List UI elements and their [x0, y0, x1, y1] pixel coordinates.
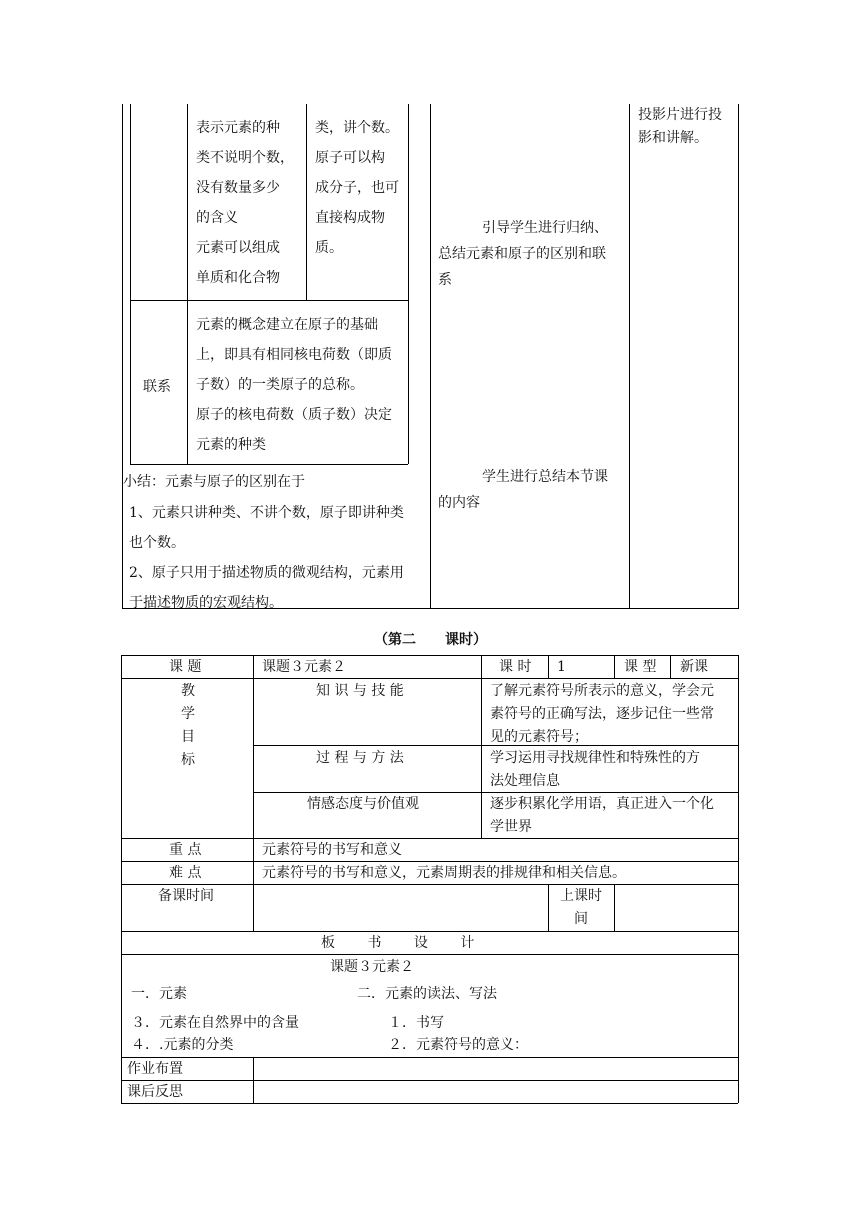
hours-value: 1: [557, 659, 566, 675]
type-label: 课 型: [624, 659, 657, 675]
element-difference-text: 表示元素的种 类不说明个数， 没有数量多少 的含义 元素可以组成 单质和化合物: [196, 120, 294, 286]
board-title: 课题３元素２: [330, 959, 414, 975]
link-text: 元素的概念建立在原子的基础 上，即具有相同核电荷数（即质 子数）的一类原子的总称。 原子的核电荷数（质子数）决定 元素的种类: [196, 317, 392, 453]
topic-value: 课题３元素２: [262, 659, 346, 675]
lesson-heading-part1: （第二: [374, 632, 416, 648]
objective-knowledge-label: 知 识 与 技 能: [316, 683, 404, 699]
reflection-label: 课后反思: [127, 1084, 183, 1100]
board-left-heading: 一．元素: [131, 986, 187, 1002]
objective-process-label: 过 程 与 方 法: [316, 750, 404, 766]
difficulty-label: 难 点: [169, 865, 202, 881]
hours-label: 课 时: [499, 659, 532, 675]
type-value: 新课: [680, 659, 708, 675]
key-point-value: 元素符号的书写和意义: [262, 842, 402, 858]
class-time-label: 上课时 间: [560, 888, 602, 927]
difficulty-value: 元素符号的书写和意义，元素周期表的排规律和相关信息。: [262, 865, 626, 881]
board-right-item-2: ２．元素符号的意义：: [388, 1037, 528, 1053]
summary-text: 1、元素只讲种类、不讲个数，原子即讲种类 也个数。 2、原子只用于描述物质的微观结构，元素用 于描述物质的宏观结构。: [129, 505, 404, 611]
lesson-heading-part2: 课时）: [445, 632, 487, 648]
guide-text: 引导学生进行归纳、 总结元素和原子的区别和联 系: [438, 220, 608, 288]
objective-attitude-label: 情感态度与价值观: [307, 796, 419, 812]
atom-difference-text: 类，讲个数。 原子可以构 成分子，也可 直接构成物 质。: [315, 120, 399, 256]
projection-text: 投影片进行投 影和讲解。: [638, 107, 722, 146]
board-design-label: 板 书 设 计: [321, 935, 475, 951]
board-right-item-1: １．书写: [388, 1015, 444, 1031]
objective-process-text: 学习运用寻找规律性和特殊性的方 法处理信息: [490, 750, 700, 789]
key-point-label: 重 点: [169, 842, 202, 858]
link-label: 联系: [143, 379, 171, 395]
objectives-label: 教 学 目 标: [181, 683, 195, 768]
board-left-item-1: ３．元素在自然界中的含量: [131, 1015, 299, 1031]
prep-time-label: 备课时间: [158, 888, 214, 904]
topic-label: 课 题: [169, 659, 202, 675]
summary-intro: 小结：元素与原子的区别在于: [123, 474, 305, 490]
student-summary-text: 学生进行总结本节课 的内容: [438, 469, 608, 511]
homework-label: 作业布置: [127, 1061, 183, 1077]
objective-knowledge-text: 了解元素符号所表示的意义，学会元 素符号的正确写法，逐步记住一些常 见的元素符号；: [490, 683, 714, 745]
board-left-item-2: ４．.元素的分类: [131, 1037, 234, 1053]
board-right-heading: 二．元素的读法、写法: [357, 986, 497, 1002]
objective-attitude-text: 逐步积累化学用语，真正进入一个化 学世界: [490, 796, 714, 835]
